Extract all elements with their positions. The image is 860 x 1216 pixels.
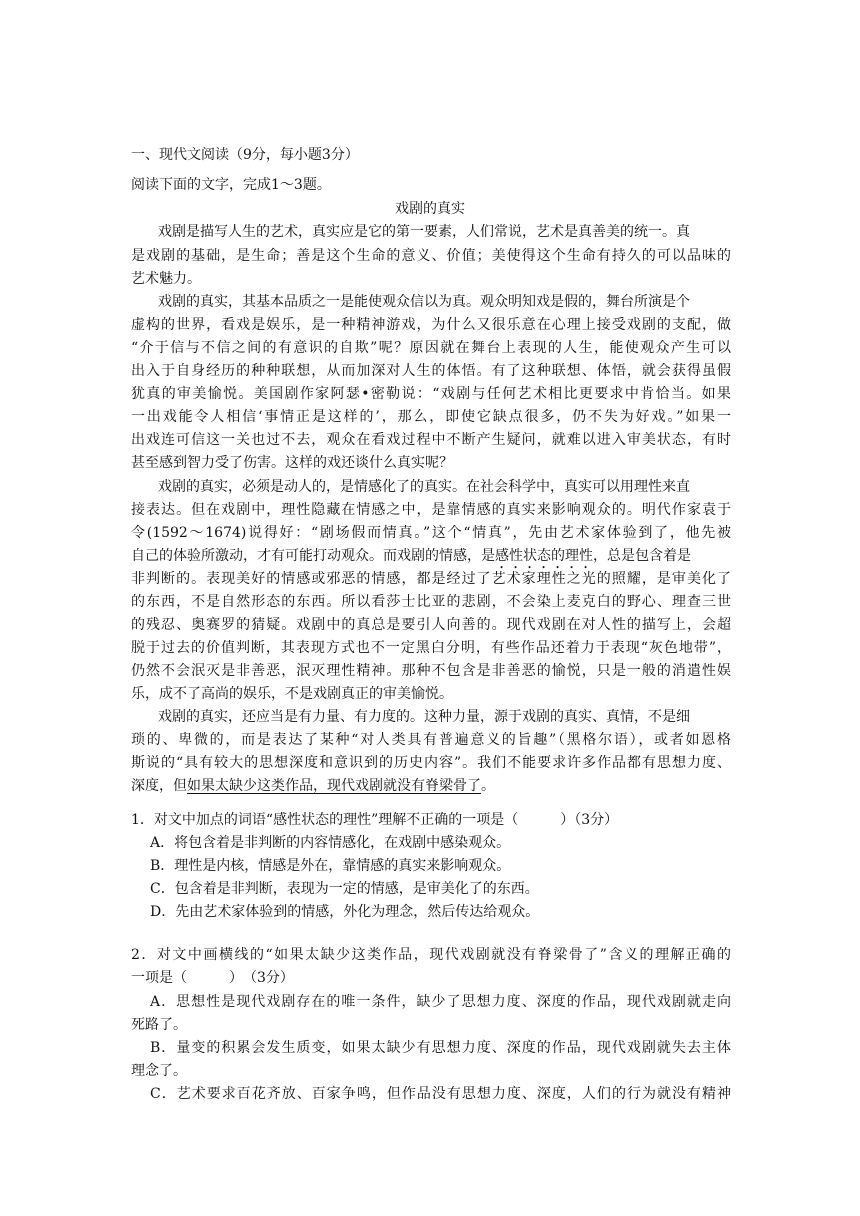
question-1-stem: 1．对文中加点的词语“感性状态的理性”理解不正确的一项是（ ）（3分） xyxy=(131,812,619,828)
section-heading: 一、现代文阅读（9分，每小题3分） xyxy=(131,147,359,163)
article-line: 虚构的世界，看戏是娱乐，是一种精神游戏，为什么又很乐意在心理上接受戏剧的支配，做 xyxy=(131,317,731,333)
article-line: 甚至感到智力受了伤害。这样的戏还谈什么真实呢？ xyxy=(131,455,453,471)
article-line: 戏剧的真实，必须是动人的，是情感化了的真实。在社会科学中，真实可以用理性来直 xyxy=(158,479,690,495)
question-2-option-b-cont: 理念了。 xyxy=(131,1063,187,1079)
article-line: 斯说的“具有较大的思想深度和意识到的历史内容”。我们不能要求许多作品都有思想力度、 xyxy=(131,755,731,771)
article-line: 犹真的审美愉悦。美国剧作家阿瑟•密勒说：“戏剧与任何艺术相比更要求中肯恰当。如果 xyxy=(131,386,731,402)
dotted-term: 感性状态的理性 xyxy=(495,548,593,564)
article-line: “介于信与不信之间的有意识的自欺”呢？原因就在舞台上表现的人生，能使观众产生可以 xyxy=(131,340,731,356)
article-line: 戏剧的真实，还应当是有力量、有力度的。这种力量，源于戏剧的真实、真情，不是细 xyxy=(158,709,690,725)
instruction: 阅读下面的文字，完成1～3题。 xyxy=(131,177,331,193)
question-2-option-a-cont: 死路了。 xyxy=(131,1017,187,1033)
question-2-stem: 2．对文中画横线的“如果太缺少这类作品，现代戏剧就没有脊梁骨了”含义的理解正确的 xyxy=(131,947,731,963)
article-line: 戏剧是描写人生的艺术，真实应是它的第一要素，人们常说，艺术是真善美的统一。真 xyxy=(158,224,690,240)
article-line: 的残忍、奥赛罗的猜疑。戏剧中的真总是要引人向善的。现代戏剧在对人性的描写上，会超 xyxy=(131,617,731,633)
article-line: 出戏连可信这一关也过不去，观众在看戏过程中不断产生疑问，就难以进入审美状态，有时 xyxy=(131,432,731,448)
article-line: 琐的、卑微的，而是表达了某种“对人类具有普遍意义的旨趣”（黑格尔语），或者如恩格 xyxy=(131,732,731,748)
article-line: 脱于过去的价值判断，其表现方式也不一定黑白分明，有些作品还着力于表现“灰色地带”， xyxy=(131,640,731,656)
article-line: 仍然不会泯灭是非善恶，泯灭理性精神。那种不包含是非善恶的愉悦，只是一般的消遣性娱 xyxy=(131,663,731,679)
article-line: 的东西，不是自然形态的东西。所以看莎士比亚的悲剧，不会染上麦克白的野心、理查三世 xyxy=(131,594,731,610)
article-line: 艺术魅力。 xyxy=(131,271,201,287)
question-2-option-c: C．艺术要求百花齐放、百家争鸣，但作品没有思想力度、深度，人们的行为就没有精神 xyxy=(150,1086,731,1102)
article-text: 。 xyxy=(481,778,495,794)
question-1-option-b: B．理性是内核，情感是外在，靠情感的真实来影响观众。 xyxy=(150,858,511,874)
question-1-option-a: A．将包含着是非判断的内容情感化，在戏剧中感染观众。 xyxy=(150,835,511,851)
question-1-option-c: C．包含着是非判断，表现为一定的情感，是审美化了的东西。 xyxy=(150,881,539,897)
article-line-with-underline xyxy=(131,776,495,796)
question-1-option-d: D．先由艺术家体验到的情感，外化为理念，然后传达给观众。 xyxy=(150,904,540,920)
article-title: 戏剧的真实 xyxy=(395,201,465,217)
article-line: 一出戏能令人相信‘事情正是这样的’，那么，即使它缺点很多，仍不失为好戏。”如果一 xyxy=(131,409,731,425)
article-line: 是戏剧的基础，是生命；善是这个生命的意义、价值；美使得这个生命有持久的可以品味的 xyxy=(131,248,731,264)
article-text: 深度，但 xyxy=(131,778,187,794)
underlined-sentence: 如果太缺少这类作品，现代戏剧就没有脊梁骨了 xyxy=(187,778,481,794)
article-line: 令(1592～1674)说得好：“剧场假而情真。”这个“情真”，先由艺术家体验到了，他先被 xyxy=(131,525,731,541)
article-line: 出入于自身经历的种种联想，从而加深对人生的体悟。有了这种联想、体悟，就会获得虽假 xyxy=(131,363,731,379)
question-2-stem: 一项是（ ） （3分） xyxy=(131,970,294,986)
article-line: 乐，成不了高尚的娱乐，不是戏剧真正的审美愉悦。 xyxy=(131,686,453,702)
article-text: 自己的体验所激动，才有可能打动观众。而戏剧的情感，是 xyxy=(131,548,495,564)
question-2-option-a: A．思想性是现代戏剧存在的唯一条件，缺少了思想力度、深度的作品，现代戏剧就走向 xyxy=(150,994,731,1010)
article-text: ，总是包含着是 xyxy=(593,548,691,564)
article-line: 戏剧的真实，其基本品质之一是能使观众信以为真。观众明知戏是假的，舞台所演是个 xyxy=(158,294,690,310)
article-line: 接表达。但在戏剧中，理性隐藏在情感之中，是靠情感的真实来影响观众的。明代作家袁于 xyxy=(131,502,731,518)
article-line: 非判断的。表现美好的情感或邪恶的情感，都是经过了艺术家理性之光的照耀，是审美化了 xyxy=(131,571,731,587)
question-2-option-b: B．量变的积累会发生质变，如果太缺少有思想力度、深度的作品，现代戏剧就失去主体 xyxy=(150,1040,731,1056)
